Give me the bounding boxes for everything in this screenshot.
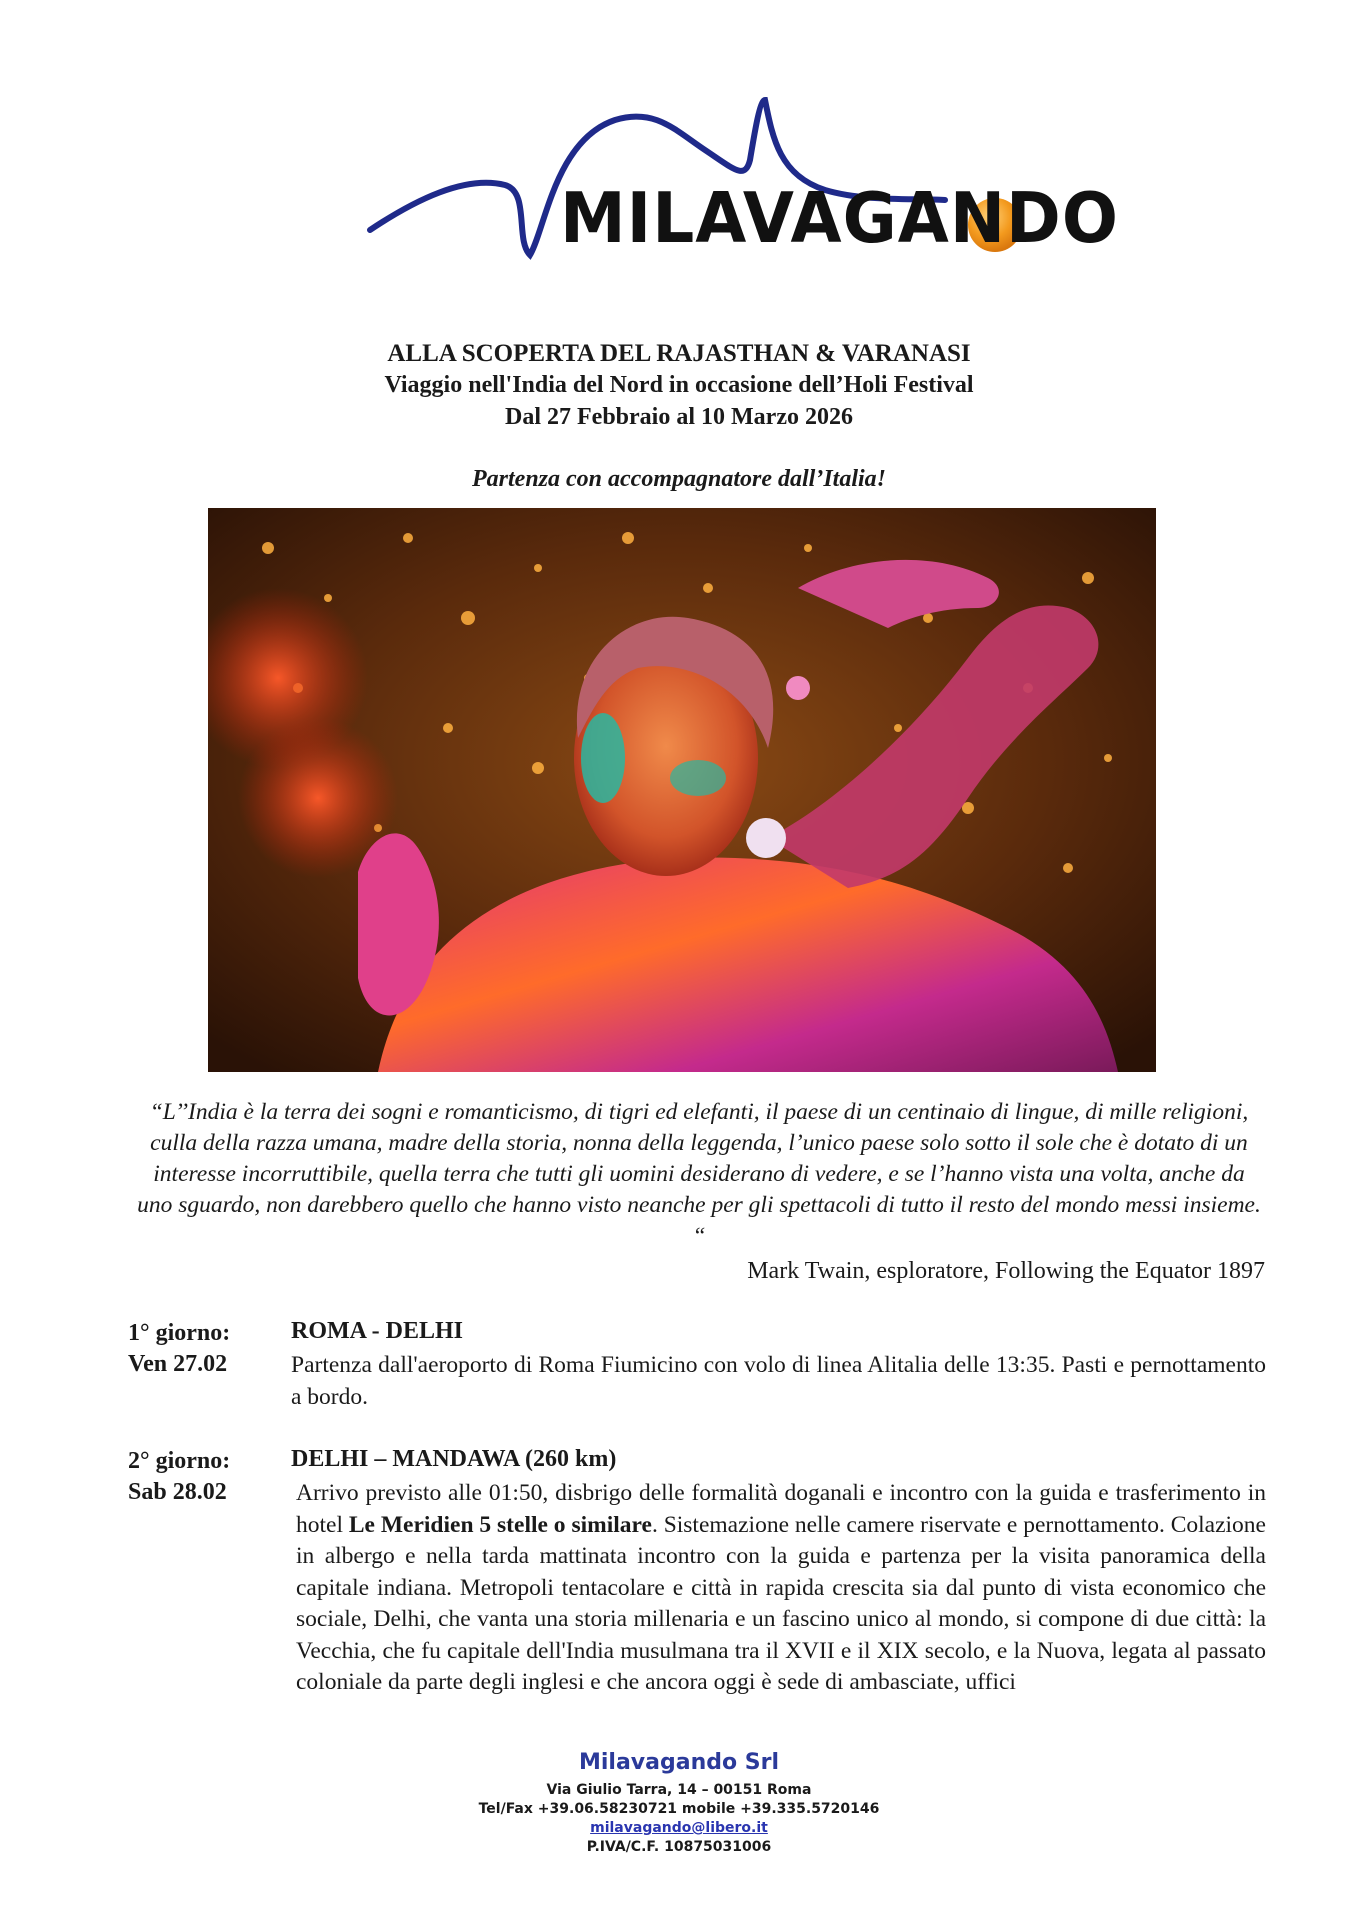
trip-dates: Dal 27 Febbraio al 10 Marzo 2026 xyxy=(505,404,853,430)
day-2-description xyxy=(296,1478,1266,1699)
footer-phone: Tel/Fax +39.06.58230721 mobile +39.335.5720146 xyxy=(478,1801,880,1817)
holi-festival-photo xyxy=(208,508,1156,1072)
footer-vat: P.IVA/C.F. 10875031006 xyxy=(586,1839,772,1855)
trip-subtitle: Viaggio nell'India del Nord in occasione dell’Holi Festival xyxy=(384,372,974,398)
quote-author: Mark Twain, esploratore, Following the Equator 1897 xyxy=(747,1258,1265,1284)
trip-tagline: Partenza con accompagnatore dall’Italia! xyxy=(472,466,886,492)
day-1-title: ROMA - DELHI xyxy=(291,1318,464,1344)
day-2-hotel: Le Meridien 5 stelle o similare xyxy=(348,1511,652,1538)
day-1-description: Partenza dall'aeroporto di Roma Fiumicino con volo di linea Alitalia delle 13:35. Pasti e pernottamento a bordo. xyxy=(291,1352,1266,1410)
day-2-label xyxy=(128,1446,230,1508)
day-2-date: Sab 28.02 xyxy=(128,1479,227,1505)
day-1-date: Ven 27.02 xyxy=(128,1351,228,1377)
day-2-text-start: Arrivo previsto alle 01:50, disbrigo delle formalità doganali e incontro con la guida e trasferimento in hotel xyxy=(296,1480,1266,1538)
day-1-number: 1° giorno: xyxy=(128,1320,231,1346)
footer-company: Milavagando Srl xyxy=(578,1750,780,1775)
mark-twain-quote: “L’’India è la terra dei sogni e romanticismo, di tigri ed elefanti, il paese di un centinaio di lingue, di mille religioni, culla della razza umana, madre della storia, nonna della leggenda, l’unico paese solo sotto il sole che è dotato di un interesse incorruttibile, quella terra che tutti gli uomini desiderano di vedere, e se l’hanno vista una volta, anche da uno sguardo, non darebbero quello che hanno visto neanche per gli spettacoli di tutto il resto del mondo messi insieme. “ xyxy=(137,1099,1261,1249)
day-2-text-rest: . Sistemazione nelle camere riservate e pernottamento. Colazione in albergo e nella tarda mattinata incontro con la guida e partenza per la visita panoramica della capitale indiana. Metropoli tentacolare e città in rapida crescita sia dal punto di vista economico che sociale, Delhi, che vanta una storia millenaria e un fascino unico al mondo, si compone di due città: la Vecchia, che fu capitale dell'India musulmana tra il XVII e il XIX secolo, e la Nuova, legata al passato coloniale da parte degli inglesi e che ancora oggi è sede di ambasciate, uffici xyxy=(296,1511,1266,1695)
trip-title: ALLA SCOPERTA DEL RAJASTHAN & VARANASI xyxy=(387,340,971,367)
logo-wordmark: MILAVAGANDO xyxy=(560,178,1119,259)
day-2-title: DELHI – MANDAWA (260 km) xyxy=(291,1446,617,1472)
day-2-number: 2° giorno: xyxy=(128,1448,231,1474)
footer-address: Via Giulio Tarra, 14 – 00151 Roma xyxy=(546,1782,812,1798)
day-1-label xyxy=(128,1318,230,1380)
footer-email-link[interactable]: milavagando@libero.it xyxy=(590,1820,768,1836)
